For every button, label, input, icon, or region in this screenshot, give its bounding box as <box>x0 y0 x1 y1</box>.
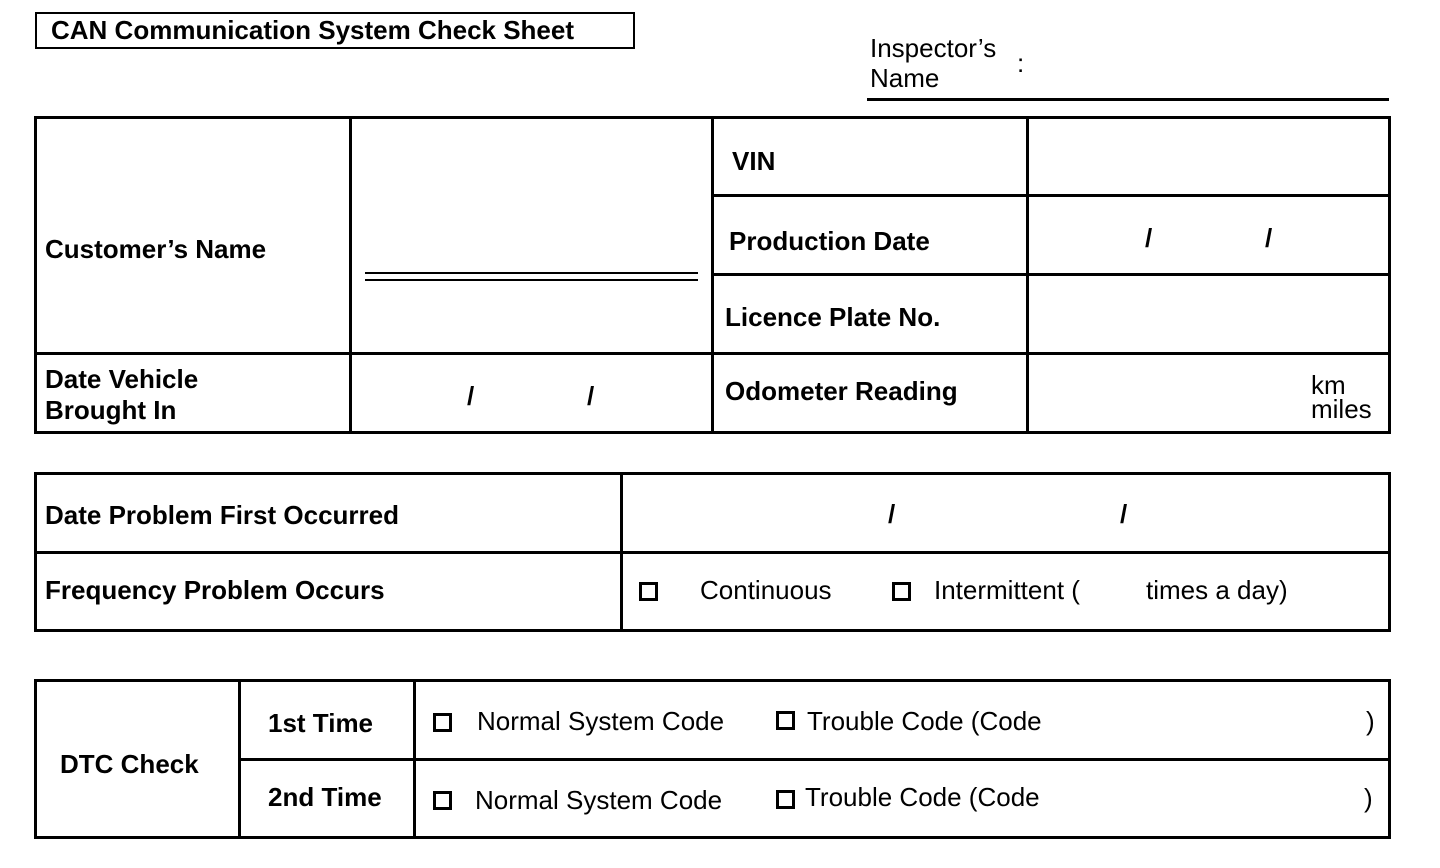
odometer-unit-km: km <box>1311 370 1346 400</box>
row-divider <box>34 551 1391 554</box>
continuous-checkbox[interactable] <box>639 582 658 601</box>
intermittent-option-label: Intermittent ( <box>934 575 1080 605</box>
dtc-check-label: DTC Check <box>60 749 199 779</box>
table-border-right <box>1388 116 1391 434</box>
vin-label: VIN <box>732 146 776 176</box>
table-border-right <box>1388 472 1391 632</box>
vin-field[interactable] <box>1032 122 1384 192</box>
continuous-option-label: Continuous <box>700 575 832 605</box>
table-border-right <box>1388 679 1391 839</box>
customer-name-label: Customer’s Name <box>45 234 267 264</box>
table-border-left <box>34 472 37 632</box>
date-brought-in-label <box>45 364 198 426</box>
row-divider <box>712 273 1391 276</box>
table-border-bottom <box>34 629 1391 632</box>
times-a-day-label: times a day) <box>1146 575 1288 605</box>
customer-name-field-line <box>365 279 698 281</box>
odometer-label: Odometer Reading <box>725 376 958 406</box>
date-brought-in-line1: Date Vehicle <box>45 364 199 394</box>
first-occurred-label: Date Problem First Occurred <box>45 500 399 530</box>
second-trouble-code-label: Trouble Code (Code <box>805 782 1040 812</box>
col-divider <box>620 472 623 632</box>
second-normal-code-label: Normal System Code <box>475 785 723 815</box>
odometer-unit-miles: miles <box>1311 394 1372 424</box>
col-divider <box>711 116 714 434</box>
second-normal-code-checkbox[interactable] <box>433 791 452 810</box>
first-time-label: 1st Time <box>268 708 374 738</box>
col-divider <box>349 116 352 434</box>
table-border-left <box>34 679 37 839</box>
inspector-label-line1: Inspector’s <box>870 33 997 63</box>
date-separator: / <box>888 499 896 529</box>
col-divider <box>238 679 241 839</box>
first-trouble-code-close: ) <box>1366 706 1375 736</box>
col-divider <box>1026 116 1029 434</box>
licence-plate-field[interactable] <box>1032 279 1384 349</box>
table-border-top <box>34 472 1391 475</box>
date-separator: / <box>1120 499 1128 529</box>
inspector-name-label <box>870 33 996 93</box>
first-normal-code-label: Normal System Code <box>477 706 725 736</box>
inspector-name-field[interactable] <box>867 98 1389 101</box>
first-trouble-code-checkbox[interactable] <box>776 711 795 730</box>
table-border-left <box>34 116 37 434</box>
inspector-colon: : <box>1017 48 1025 78</box>
inspector-label-line2: Name <box>870 63 940 93</box>
second-trouble-code-close: ) <box>1364 783 1373 813</box>
second-trouble-code-checkbox[interactable] <box>776 790 795 809</box>
customer-name-field-line[interactable] <box>365 272 698 274</box>
first-normal-code-checkbox[interactable] <box>433 713 452 732</box>
sheet-title: CAN Communication System Check Sheet <box>35 12 635 49</box>
first-trouble-code-label: Trouble Code (Code <box>807 706 1042 736</box>
date-separator: / <box>587 381 595 411</box>
production-date-label: Production Date <box>729 226 930 256</box>
date-separator: / <box>1265 223 1273 253</box>
row-divider <box>239 758 1391 761</box>
frequency-label: Frequency Problem Occurs <box>45 575 385 605</box>
date-separator: / <box>467 381 475 411</box>
licence-plate-label: Licence Plate No. <box>725 302 941 332</box>
date-brought-in-line2: Brought In <box>45 395 177 425</box>
intermittent-checkbox[interactable] <box>892 582 911 601</box>
row-divider <box>712 194 1391 197</box>
date-separator: / <box>1145 223 1153 253</box>
col-divider <box>413 679 416 839</box>
second-time-label: 2nd Time <box>268 782 382 812</box>
